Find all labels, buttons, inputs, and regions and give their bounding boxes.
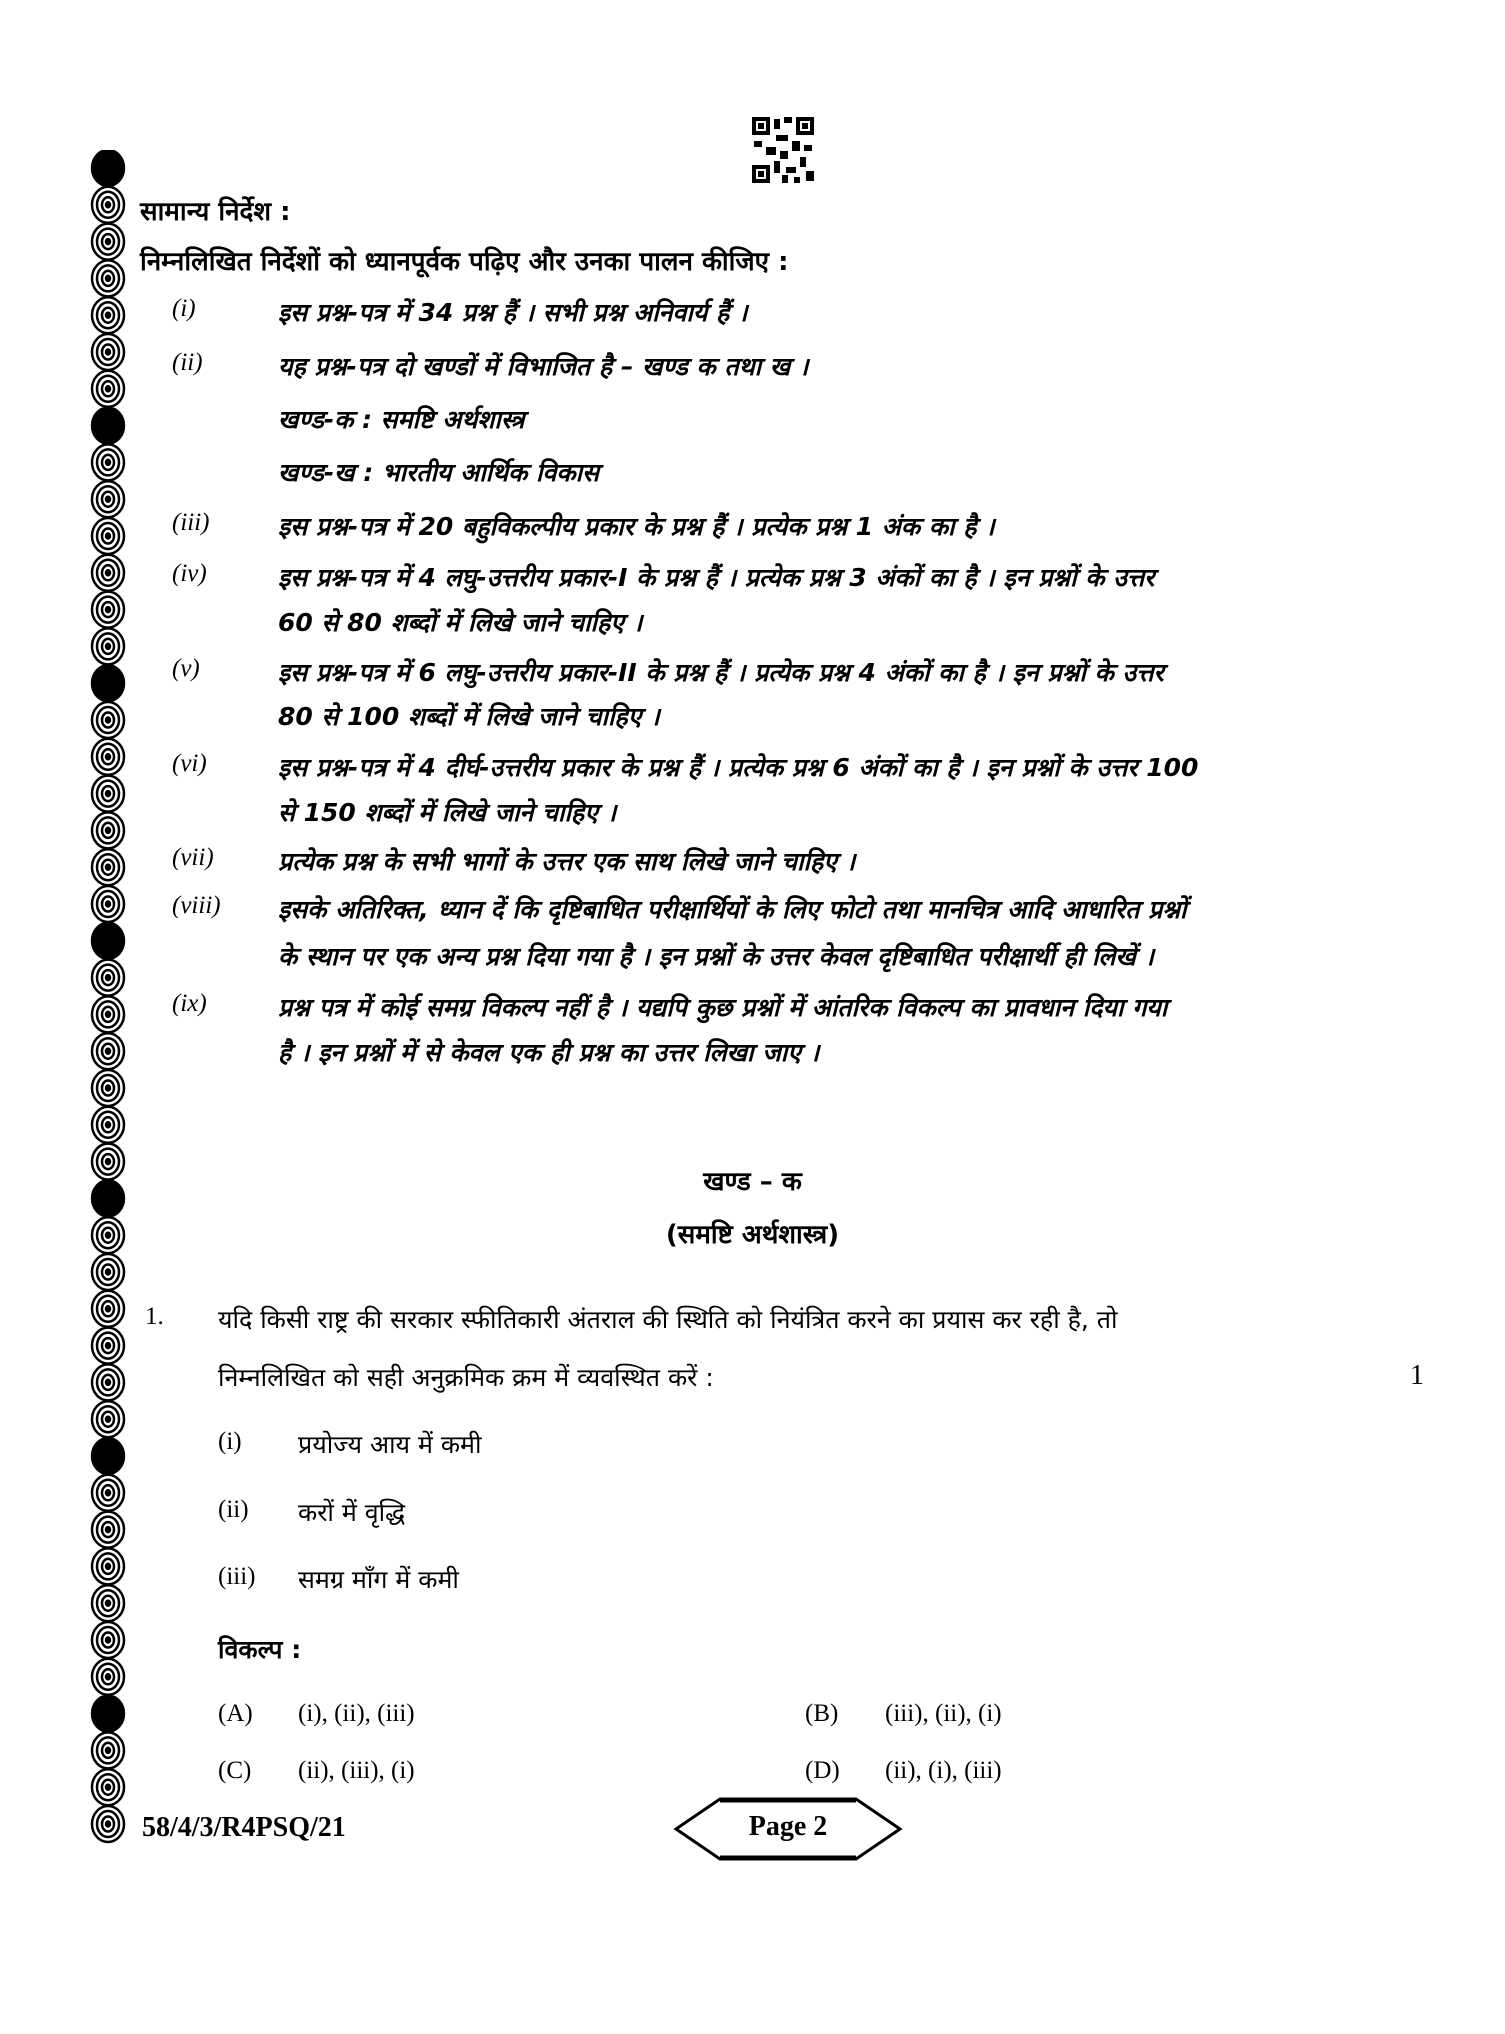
border-ring-icon [92, 996, 124, 1032]
border-ring-icon [92, 260, 124, 296]
border-ring-icon [92, 960, 124, 996]
item-text: प्रयोज्य आय में कमी [298, 1430, 482, 1459]
page-number: Page 2 [748, 1811, 828, 1842]
instruction-number: (ix) [172, 990, 207, 1017]
item-text: समग्र माँग में कमी [298, 1565, 459, 1594]
instruction-number: (iv) [172, 560, 207, 587]
options-label: विकल्प : [218, 1635, 302, 1664]
border-ring-icon [92, 408, 124, 444]
instruction-number: (vii) [172, 844, 214, 871]
question-text-line: यदि किसी राष्ट्र की सरकार स्फीतिकारी अंतराल की स्थिति को नियंत्रित करने का प्रयास कर रही है, तो [218, 1305, 1118, 1334]
section-title: खण्ड – क [703, 1167, 802, 1197]
general-instructions-heading: सामान्य निर्देश : [140, 197, 291, 227]
instruction-text: इस प्रश्न-पत्र में 4 लघु-उत्तरीय प्रकार-I के प्रश्न हैं । प्रत्येक प्रश्न 3 अंकों का है । इन प्रश्नों के उत्तर [278, 563, 1155, 592]
page-number-badge [672, 1797, 904, 1861]
border-ring-icon [92, 1254, 124, 1290]
border-ring-icon [92, 849, 124, 885]
border-ring-icon [92, 923, 124, 959]
border-ring-icon [92, 1659, 124, 1695]
border-ring-icon [92, 150, 124, 186]
question-marks: 1 [1410, 1360, 1424, 1391]
border-ring-icon [92, 297, 124, 333]
instruction-number: (ii) [172, 349, 203, 376]
instruction-text: के स्थान पर एक अन्य प्रश्न दिया गया है । इन प्रश्नों के उत्तर केवल दृष्टिबाधित परीक्षार्थी ही लिखें । [278, 942, 1154, 971]
border-ring-icon [92, 1806, 124, 1842]
border-ring-icon [92, 371, 124, 407]
instruction-number: (v) [172, 655, 200, 682]
border-ring-icon [92, 739, 124, 775]
border-ring-icon [92, 1512, 124, 1548]
item-number: (i) [218, 1428, 242, 1455]
option-text-b: (iii), (ii), (i) [885, 1700, 1002, 1727]
option-label-a: (A) [218, 1700, 253, 1727]
border-ring-icon [92, 812, 124, 848]
instruction-number: (iii) [172, 509, 210, 536]
general-instructions-subheading: निम्नलिखित निर्देशों को ध्यानपूर्वक पढ़िए और उनका पालन कीजिए : [140, 247, 789, 277]
instruction-text: इस प्रश्न-पत्र में 6 लघु-उत्तरीय प्रकार-II के प्रश्न हैं । प्रत्येक प्रश्न 4 अंकों का है । इन प्रश्नों के उत्तर [278, 658, 1164, 687]
border-ring-icon [92, 665, 124, 701]
border-ring-icon [92, 224, 124, 260]
border-ring-icon [92, 1033, 124, 1069]
border-ring-icon [92, 1107, 124, 1143]
border-ring-icon [92, 1622, 124, 1658]
border-ring-icon [92, 1769, 124, 1805]
decorative-border [88, 150, 128, 1850]
border-ring-icon [92, 628, 124, 664]
instruction-number: (viii) [172, 892, 221, 919]
border-ring-icon [92, 187, 124, 223]
instruction-text: प्रत्येक प्रश्न के सभी भागों के उत्तर एक साथ लिखे जाने चाहिए । [278, 847, 856, 876]
option-label-d: (D) [805, 1757, 840, 1784]
qr-code-icon [752, 117, 814, 183]
instruction-text: यह प्रश्न-पत्र दो खण्डों में विभाजित है – खण्ड क तथा ख । [278, 352, 809, 381]
border-ring-icon [92, 1070, 124, 1106]
instruction-text: से 150 शब्दों में लिखे जाने चाहिए । [278, 798, 617, 827]
border-ring-icon [92, 1548, 124, 1584]
border-ring-icon [92, 1401, 124, 1437]
border-ring-icon [92, 444, 124, 480]
instruction-text: खण्ड-ख : भारतीय आर्थिक विकास [278, 458, 599, 487]
border-ring-icon [92, 1475, 124, 1511]
instruction-text: 80 से 100 शब्दों में लिखे जाने चाहिए । [278, 702, 660, 731]
border-ring-icon [92, 518, 124, 554]
border-ring-icon [92, 1732, 124, 1768]
border-ring-icon [92, 481, 124, 517]
instruction-text: प्रश्न पत्र में कोई समग्र विकल्प नहीं है । यद्यपि कुछ प्रश्नों में आंतरिक विकल्प का प्रावधान दिया गया [278, 993, 1168, 1022]
paper-code: 58/4/3/R4PSQ/21 [142, 1812, 346, 1843]
border-ring-icon [92, 1696, 124, 1732]
question-text-line: निम्नलिखित को सही अनुक्रमिक क्रम में व्यवस्थित करें : [218, 1363, 714, 1392]
option-label-c: (C) [218, 1757, 252, 1784]
border-ring-icon [92, 334, 124, 370]
instruction-number: (vi) [172, 750, 207, 777]
border-ring-icon [92, 1291, 124, 1327]
border-ring-icon [92, 1328, 124, 1364]
border-ring-icon [92, 886, 124, 922]
option-label-b: (B) [805, 1700, 839, 1727]
instruction-text: खण्ड-क : समष्टि अर्थशास्त्र [278, 405, 525, 434]
instruction-text: इस प्रश्न-पत्र में 34 प्रश्न हैं । सभी प्रश्न अनिवार्य हैं । [278, 298, 748, 327]
option-text-c: (ii), (iii), (i) [298, 1757, 415, 1784]
option-text-a: (i), (ii), (iii) [298, 1700, 415, 1727]
instruction-text: इस प्रश्न-पत्र में 20 बहुविकल्पीय प्रकार के प्रश्न हैं । प्रत्येक प्रश्न 1 अंक का है । [278, 512, 995, 541]
instruction-text: इस प्रश्न-पत्र में 4 दीर्घ-उत्तरीय प्रकार के प्रश्न हैं । प्रत्येक प्रश्न 6 अंकों का है । इन प्रश्नों के उत्तर 100 [278, 753, 1199, 782]
option-text-d: (ii), (i), (iii) [885, 1757, 1002, 1784]
border-ring-icon [92, 592, 124, 628]
border-ring-icon [92, 776, 124, 812]
border-ring-icon [92, 1438, 124, 1474]
border-ring-icon [92, 1585, 124, 1621]
border-ring-icon [92, 555, 124, 591]
border-ring-icon [92, 702, 124, 738]
section-subtitle: (समष्टि अर्थशास्त्र) [665, 1220, 840, 1250]
instruction-number: (i) [172, 295, 196, 322]
question-number: 1. [145, 1303, 164, 1330]
instruction-text: 60 से 80 शब्दों में लिखे जाने चाहिए । [278, 608, 643, 637]
instruction-text: है । इन प्रश्नों में से केवल एक ही प्रश्न का उत्तर लिखा जाए । [278, 1038, 820, 1067]
item-number: (ii) [218, 1496, 249, 1523]
instruction-text: इसके अतिरिक्त, ध्यान दें कि दृष्टिबाधित परीक्षार्थियों के लिए फोटो तथा मानचित्र आदि आधारित प्रश्नों [278, 895, 1187, 924]
item-number: (iii) [218, 1563, 256, 1590]
item-text: करों में वृद्धि [298, 1498, 406, 1527]
border-ring-icon [92, 1364, 124, 1400]
